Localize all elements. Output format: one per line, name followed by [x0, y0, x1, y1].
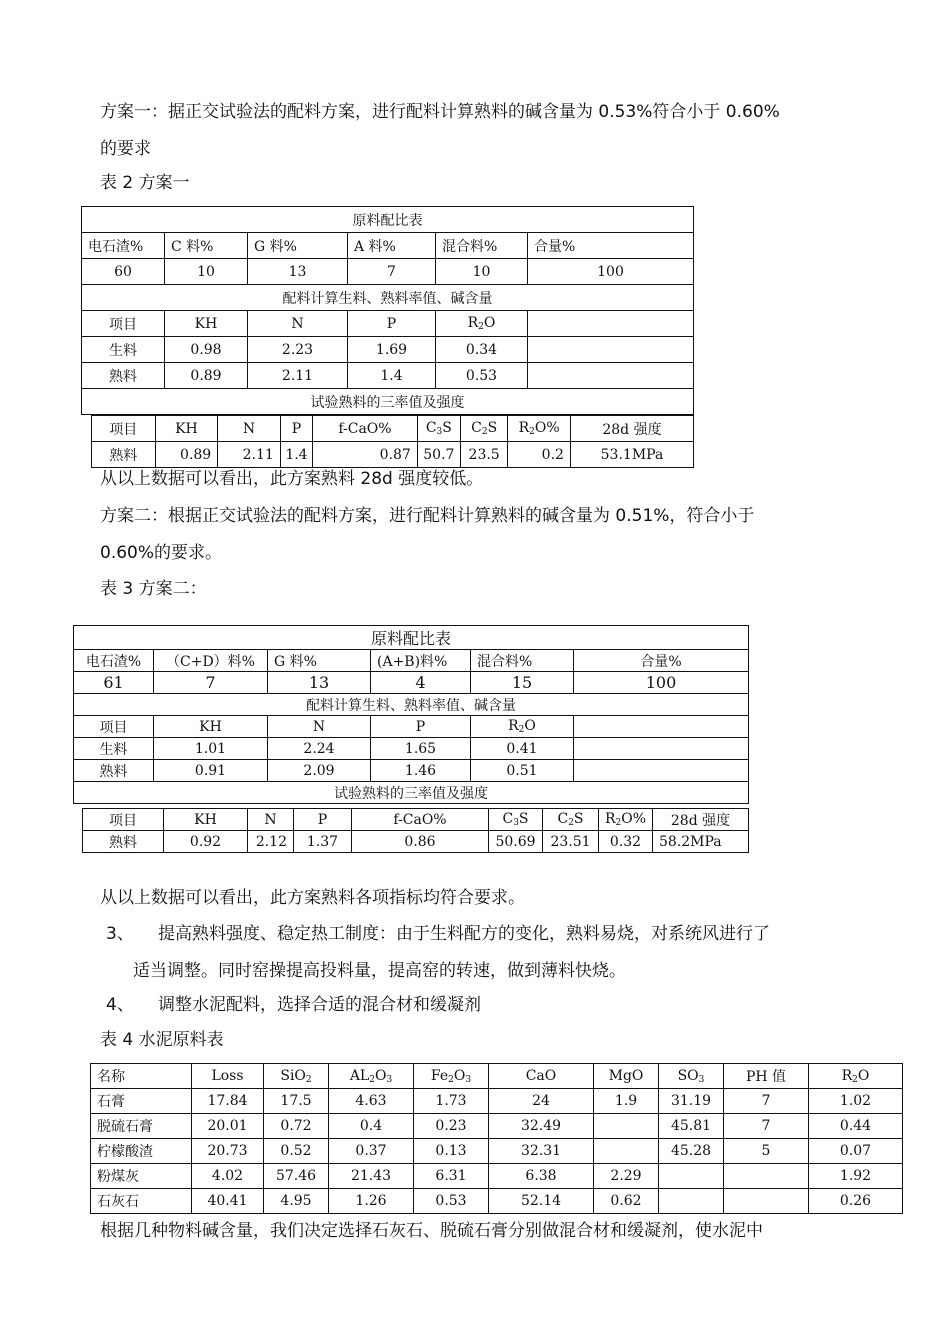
table4-header: $Fe_2O_3$ — [414, 1064, 489, 1089]
table2-test-header: $C_3S$ — [417, 416, 460, 442]
table4-cell: 4.95 — [264, 1189, 329, 1214]
table3-test — [82, 808, 749, 853]
table4-cell — [594, 1114, 659, 1139]
caption-table2: 表 2 方案一 — [100, 173, 190, 193]
table4-header: MgO — [594, 1064, 659, 1089]
table2-mix-value: 13 — [248, 259, 348, 285]
table2-test-cell: 1.4 — [280, 442, 312, 468]
table3-test-header: P — [294, 809, 352, 831]
table2-mix-header: A 料% — [348, 233, 436, 259]
table4-cell: 21.43 — [329, 1164, 414, 1189]
table3-test-cell: 58.2MPa — [653, 831, 749, 853]
table2-test-header: N — [218, 416, 281, 442]
table3-calc-cell: 生料 — [74, 738, 154, 760]
table4-cell: 柠檬酸渣 — [91, 1139, 192, 1164]
table3-test-cell: 0.92 — [164, 831, 248, 853]
table2-test-header: P — [280, 416, 312, 442]
table3-test-header: KH — [164, 809, 248, 831]
table4-cell: 0.07 — [809, 1139, 903, 1164]
table3-calc-header: $R_2O$ — [471, 716, 574, 738]
table4-cement-materials — [90, 1063, 903, 1214]
table3-test-header: $C_3S$ — [489, 809, 543, 831]
table3-test-header: N — [248, 809, 294, 831]
table3-mix-value: 100 — [574, 672, 749, 694]
table4-cell: 石膏 — [91, 1089, 192, 1114]
table4-cell — [659, 1164, 724, 1189]
table2-empty-cell — [528, 337, 694, 363]
table4-cell: 31.19 — [659, 1089, 724, 1114]
table2-calc-header: 项目 — [82, 311, 165, 337]
paragraph-item3-cont: 适当调整。同时窑操提高投料量，提高窑的转速，做到薄料快烧。 — [133, 961, 626, 981]
table2-calc-cell: 1.69 — [348, 337, 436, 363]
table2-test-cell: 23.5 — [460, 442, 507, 468]
table3-mix-value: 4 — [371, 672, 471, 694]
table4-cell: 45.81 — [659, 1114, 724, 1139]
table3-test-header: 项目 — [83, 809, 164, 831]
table2-calc-cell: 2.11 — [248, 363, 348, 389]
table4-cell: 1.73 — [414, 1089, 489, 1114]
table3-test-cell: 熟料 — [83, 831, 164, 853]
table4-header: $R_2O$ — [809, 1064, 903, 1089]
table2-test-header: $C_2S$ — [460, 416, 507, 442]
table3-test-header: 28d 强度 — [653, 809, 749, 831]
table3-mix-value: 61 — [74, 672, 154, 694]
table4-cell: 6.31 — [414, 1164, 489, 1189]
table4-cell: 32.49 — [489, 1114, 594, 1139]
paragraph-item4: 调整水泥配料，选择合适的混合材和缓凝剂 — [158, 995, 481, 1015]
table4-cell: 20.73 — [192, 1139, 264, 1164]
table2-test-header: KH — [155, 416, 218, 442]
table2-test-header: $R_2O\%$ — [508, 416, 571, 442]
table4-cell: 0.44 — [809, 1114, 903, 1139]
table2-calc-cell: 熟料 — [82, 363, 165, 389]
table4-cell: 0.23 — [414, 1114, 489, 1139]
table2-title: 原料配比表 — [82, 207, 694, 233]
table4-header: 名称 — [91, 1064, 192, 1089]
table3-calc-cell: 1.65 — [371, 738, 471, 760]
paragraph-scheme2-cont: 0.60%的要求。 — [100, 543, 223, 563]
paragraph-scheme1-cont: 的要求 — [100, 139, 151, 159]
table2-mix-header: 电石渣% — [82, 233, 165, 259]
table4-cell: 17.84 — [192, 1089, 264, 1114]
table3-calc-cell: 熟料 — [74, 760, 154, 782]
table4-cell — [659, 1189, 724, 1214]
table4-cell: 0.4 — [329, 1114, 414, 1139]
table3-calc-cell: 2.09 — [268, 760, 371, 782]
table2-mix-value: 10 — [165, 259, 248, 285]
table3-mix-header: 合量% — [574, 650, 749, 672]
table4-cell: 0.53 — [414, 1189, 489, 1214]
item-number-4: 4、 — [106, 995, 134, 1015]
table-row — [91, 1189, 903, 1214]
caption-table4: 表 4 水泥原料表 — [100, 1030, 224, 1050]
table3-mix-header: （C+D）料% — [154, 650, 268, 672]
table3-test-header: f-CaO% — [352, 809, 489, 831]
table3-test-cell: 0.32 — [599, 831, 653, 853]
table2-calc-cell: 生料 — [82, 337, 165, 363]
table3-test-title: 试验熟料的三率值及强度 — [74, 782, 749, 804]
table2-mix-value: 10 — [436, 259, 528, 285]
table-row — [91, 1089, 903, 1114]
table3-calc-cell: 0.51 — [471, 760, 574, 782]
table4-cell: 脱硫石膏 — [91, 1114, 192, 1139]
table-row — [91, 1139, 903, 1164]
table4-cell: 24 — [489, 1089, 594, 1114]
table3-calc-cell: 0.41 — [471, 738, 574, 760]
table2-test-header: f-CaO% — [313, 416, 418, 442]
table2-test-title: 试验熟料的三率值及强度 — [82, 389, 694, 415]
table3-calc-header: KH — [154, 716, 268, 738]
table4-cell — [724, 1164, 809, 1189]
table4-cell: 52.14 — [489, 1189, 594, 1214]
table4-cell: 1.92 — [809, 1164, 903, 1189]
table2-calc-cell: 0.89 — [165, 363, 248, 389]
table2-test-header: 28d 强度 — [570, 416, 693, 442]
table3-test-cell: 50.69 — [489, 831, 543, 853]
table2-mix-value: 100 — [528, 259, 694, 285]
table2-mix-header: 混合料% — [436, 233, 528, 259]
table2-calc-cell: 2.23 — [248, 337, 348, 363]
table-row — [91, 1114, 903, 1139]
table3-calc-header: P — [371, 716, 471, 738]
table3-calc-cell: 0.91 — [154, 760, 268, 782]
table4-header: $SO_3$ — [659, 1064, 724, 1089]
table2-test-cell: 熟料 — [92, 442, 156, 468]
table3-calc-cell: 1.46 — [371, 760, 471, 782]
table4-cell: 17.5 — [264, 1089, 329, 1114]
table3-calc-header: 项目 — [74, 716, 154, 738]
table3-calc-title: 配料计算生料、熟料率值、碱含量 — [74, 694, 749, 716]
table4-cell: 粉煤灰 — [91, 1164, 192, 1189]
paragraph-conclusion1: 从以上数据可以看出，此方案熟料 28d 强度较低。 — [100, 469, 484, 489]
table2-test-cell: 53.1MPa — [570, 442, 693, 468]
table2-test-cell: 50.7 — [417, 442, 460, 468]
table2-test — [91, 415, 694, 468]
table4-cell: 石灰石 — [91, 1189, 192, 1214]
table2-mix-header: G 料% — [248, 233, 348, 259]
table4-cell: 4.63 — [329, 1089, 414, 1114]
table4-cell: 6.38 — [489, 1164, 594, 1189]
table3-test-header: $C_2S$ — [543, 809, 599, 831]
table4-cell: 7 — [724, 1114, 809, 1139]
table3-empty-cell — [574, 716, 749, 738]
table4-cell: 0.26 — [809, 1189, 903, 1214]
paragraph-conclusion2: 从以上数据可以看出，此方案熟料各项指标均符合要求。 — [100, 888, 525, 908]
table3-calc-header: N — [268, 716, 371, 738]
table2-mix-value: 7 — [348, 259, 436, 285]
table3-calc-cell: 2.24 — [268, 738, 371, 760]
table2-calc-cell: 0.53 — [436, 363, 528, 389]
table4-header: CaO — [489, 1064, 594, 1089]
table3-test-cell: 23.51 — [543, 831, 599, 853]
table2-test-cell: 2.11 — [218, 442, 281, 468]
table4-cell: 45.28 — [659, 1139, 724, 1164]
table3-test-header: $R_2O\%$ — [599, 809, 653, 831]
table2-calc-title: 配料计算生料、熟料率值、碱含量 — [82, 285, 694, 311]
table2-calc-cell: 1.4 — [348, 363, 436, 389]
table3-mix — [73, 625, 749, 804]
table4-cell: 1.02 — [809, 1089, 903, 1114]
table3-test-cell: 1.37 — [294, 831, 352, 853]
table4-cell: 0.13 — [414, 1139, 489, 1164]
table-row — [91, 1164, 903, 1189]
table2-test-header: 项目 — [92, 416, 156, 442]
table4-header: $AL_2O_3$ — [329, 1064, 414, 1089]
table3-mix-value: 7 — [154, 672, 268, 694]
table4-header: PH 值 — [724, 1064, 809, 1089]
table4-cell: 0.37 — [329, 1139, 414, 1164]
caption-table3: 表 3 方案二： — [100, 579, 207, 599]
table3-title: 原料配比表 — [74, 626, 749, 650]
item-number-3: 3、 — [106, 924, 134, 944]
table2-mix-header: 合量% — [528, 233, 694, 259]
table4-cell: 57.46 — [264, 1164, 329, 1189]
table4-cell: 2.29 — [594, 1164, 659, 1189]
table2-calc-header: $R_2O$ — [436, 311, 528, 337]
paragraph-decision: 根据几种物料碱含量，我们决定选择石灰石、脱硫石膏分别做混合材和缓凝剂，使水泥中 — [100, 1221, 763, 1241]
table2-calc-cell: 0.34 — [436, 337, 528, 363]
table3-mix-value: 15 — [471, 672, 574, 694]
table4-cell: 0.62 — [594, 1189, 659, 1214]
table3-empty-cell — [574, 738, 749, 760]
table3-test-cell: 0.86 — [352, 831, 489, 853]
table2-test-cell: 0.89 — [155, 442, 218, 468]
table2-mix-header: C 料% — [165, 233, 248, 259]
table4-cell: 20.01 — [192, 1114, 264, 1139]
table3-mix-header: 电石渣% — [74, 650, 154, 672]
table4-cell: 1.9 — [594, 1089, 659, 1114]
paragraph-item3: 提高熟料强度、稳定热工制度：由于生料配方的变化，熟料易烧，对系统风进行了 — [158, 924, 770, 944]
table2-calc-header: N — [248, 311, 348, 337]
table4-header: SiO$_2$ — [264, 1064, 329, 1089]
table3-mix-header: (A+B)料% — [371, 650, 471, 672]
table4-cell — [724, 1189, 809, 1214]
table2-empty-cell — [528, 311, 694, 337]
table4-cell: 1.26 — [329, 1189, 414, 1214]
table4-cell — [594, 1139, 659, 1164]
table4-cell: 40.41 — [192, 1189, 264, 1214]
table4-cell: 0.72 — [264, 1114, 329, 1139]
table4-cell: 5 — [724, 1139, 809, 1164]
table2-calc-header: KH — [165, 311, 248, 337]
paragraph-scheme1: 方案一：据正交试验法的配料方案，进行配料计算熟料的碱含量为 0.53%符合小于 0.60% — [100, 102, 780, 122]
table3-mix-header: 混合料% — [471, 650, 574, 672]
table3-mix-value: 13 — [268, 672, 371, 694]
paragraph-scheme2: 方案二：根据正交试验法的配料方案，进行配料计算熟料的碱含量为 0.51%，符合小于 — [100, 506, 755, 526]
table2-mix — [81, 206, 694, 415]
table4-header: Loss — [192, 1064, 264, 1089]
table2-test-cell: 0.87 — [313, 442, 418, 468]
table2-empty-cell — [528, 363, 694, 389]
table2-mix-value: 60 — [82, 259, 165, 285]
table2-calc-cell: 0.98 — [165, 337, 248, 363]
table3-mix-header: G 料% — [268, 650, 371, 672]
table4-cell: 7 — [724, 1089, 809, 1114]
table4-cell: 0.52 — [264, 1139, 329, 1164]
table4-cell: 32.31 — [489, 1139, 594, 1164]
table2-calc-header: P — [348, 311, 436, 337]
table2-test-cell: 0.2 — [508, 442, 571, 468]
table3-empty-cell — [574, 760, 749, 782]
table4-cell: 4.02 — [192, 1164, 264, 1189]
table3-test-cell: 2.12 — [248, 831, 294, 853]
table3-calc-cell: 1.01 — [154, 738, 268, 760]
